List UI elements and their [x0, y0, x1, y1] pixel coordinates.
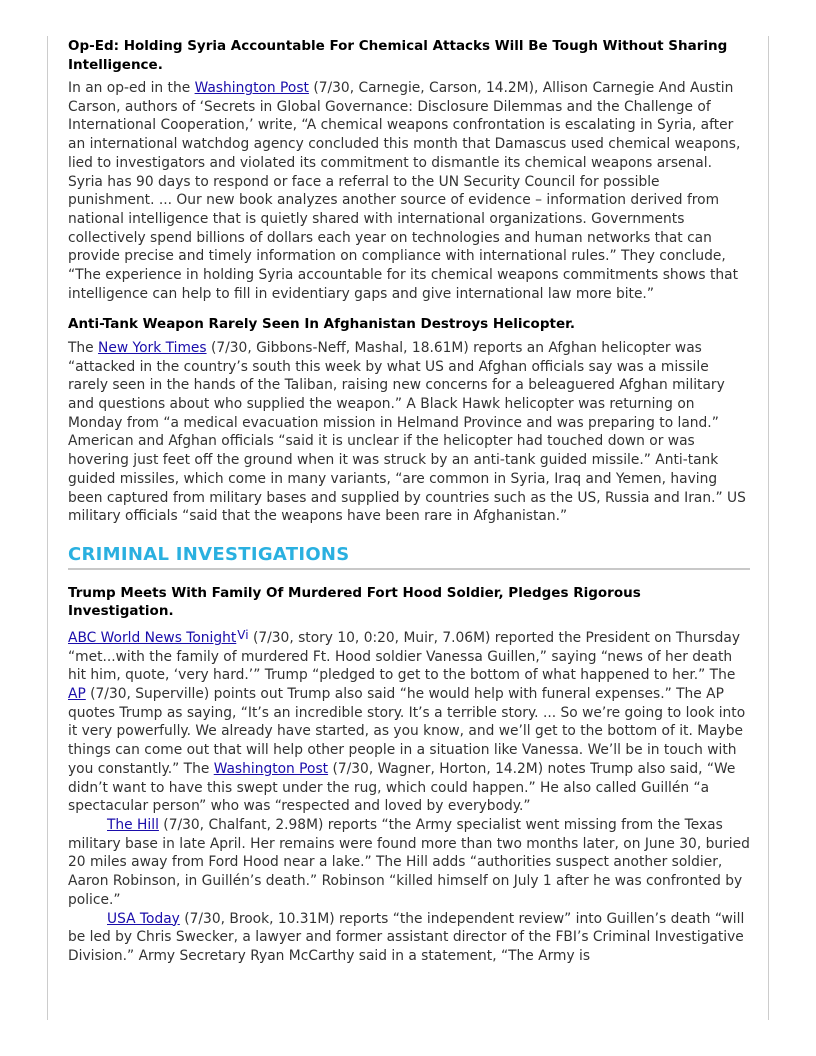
source-link-the-hill[interactable]: The Hill	[107, 817, 159, 833]
article-headline: Trump Meets With Family Of Murdered Fort Hood Soldier, Pledges Rigorous Investigation.	[68, 584, 641, 620]
article-anti-tank-weapon	[68, 315, 750, 526]
article-headline: Op-Ed: Holding Syria Accountable For Chemical Attacks Will Be Tough Without Sharing Intelligence.	[68, 38, 728, 73]
article-paragraph: USA Today (7/30, Brook, 10.31M) reports “the independent review” into Guillen’s death “will be led by Chris Swecker, a lawyer and former assistant director of the FBI’s Criminal Investigative Division.” Army Secretary Ryan McCarthy said in a statement, “The Army is	[68, 910, 745, 964]
source-link-usa-today[interactable]: USA Today	[107, 910, 180, 927]
left-margin-rule	[47, 36, 48, 1020]
section-criminal-investigations	[68, 544, 750, 966]
source-link-washington-post[interactable]: Washington Post	[213, 760, 329, 777]
document-body	[68, 37, 750, 966]
article-paragraph: The Hill (7/30, Chalfant, 2.98M) reports “the Army specialist went missing from the Texas military base in late April. Her remains were found more than two months later, on June 30, buried 20 miles away from Ford Hood near a lake.” The Hill adds “authorities suspect another soldier, Aaron Robinson, in Guillén’s death.” Robinson “killed himself on July 1 after he was confronted by police.”	[68, 817, 750, 908]
source-link-washington-post[interactable]: Washington Post	[194, 80, 309, 96]
article-headline: Anti-Tank Weapon Rarely Seen In Afghanistan Destroys Helicopter.	[68, 316, 575, 333]
article-paragraph: The New York Times (7/30, Gibbons-Neff, Mashal, 18.61M) reports an Afghan helicopter was “attacked in the country’s south this week by what US and Afghan officials say was a missile rarely seen in the hands of the Taliban, raising new concerns for a beleaguered Afghan military and questions about who supplied the weapon.” A Black Hawk helicopter was returning on Monday from “a medical evacuation mission in Helmand Province and was preparing to land.” American and Afghan officials “said it is unclear if the helicopter had touched down or was hovering just feet off the ground when it was struck by an anti-tank guided missile.” Anti-tank guided missiles, which come in many variants, “are common in Syria, Iraq and Yemen, having been captured from military bases and supplied by countries such as the US, Russia and Iran.” US military officials “said that the weapons have been rare in Afghanistan.”	[68, 339, 746, 525]
section-title: CRIMINAL INVESTIGATIONS	[68, 543, 350, 565]
article-syria-oped	[68, 37, 750, 303]
article-paragraph: ABC World News TonightVi (7/30, story 10, 0:20, Muir, 7.06M) reported the President on Thursday “met...with the family of murdered Ft. Hood soldier Vanessa Guillen,” saying “news of her death hit him, quote, ‘very hard.’” Trump “pledged to get to the bottom of what happened to her.” The AP (7/30, Superville) points out Trump also said “he would help with funeral expenses.” The AP quotes Trump as saying, “It’s an incredible story. It’s a terrible story. ... So we’re going to look into it very powerfully. We already have started, as you know, and we’ll get to the bottom of it. Maybe things can come out that will help other people in a situation like Vanessa. We’ll be in touch with you constantly.” The Washington Post (7/30, Wagner, Horton, 14.2M) notes Trump also said, “We didn’t want to have this swept under the rug, which could happen.” He also called Guillén “a spectacular person” who was “respected and loved by everybody.”	[68, 627, 746, 815]
source-link-new-york-times[interactable]: New York Times	[98, 339, 207, 356]
video-marker[interactable]: Vi	[237, 627, 249, 642]
article-paragraph: In an op-ed in the Washington Post (7/30, Carnegie, Carson, 14.2M), Allison Carnegie And Austin Carson, authors of ‘Secrets in Global Governance: Disclosure Dilemmas and the Challenge of International Cooperation,’ write, “A chemical weapons confrontation is escalating in Syria, after an international watchdog agency concluded this month that Damascus used chemical weapons, lied to investigators and violated its commitment to dismantle its chemical weapons arsenal. Syria has 90 days to respond or face a referral to the UN Security Council for possible punishment. ... Our new book analyzes another source of evidence – information derived from national intelligence that is quietly shared with international organizations. Governments collectively spend billions of dollars each year on technologies and human networks that can provide precise and timely information on compliance with international rules.” They conclude, “The experience in holding Syria accountable for its chemical weapons commitments shows that intelligence can help to fill in evidentiary gaps and give international law more bite.”	[68, 80, 741, 302]
source-link-ap[interactable]: AP	[68, 686, 86, 703]
right-margin-rule	[768, 36, 769, 1020]
source-link-abc-world-news-tonight[interactable]: ABC World News Tonight	[68, 629, 237, 646]
section-divider	[68, 568, 750, 570]
